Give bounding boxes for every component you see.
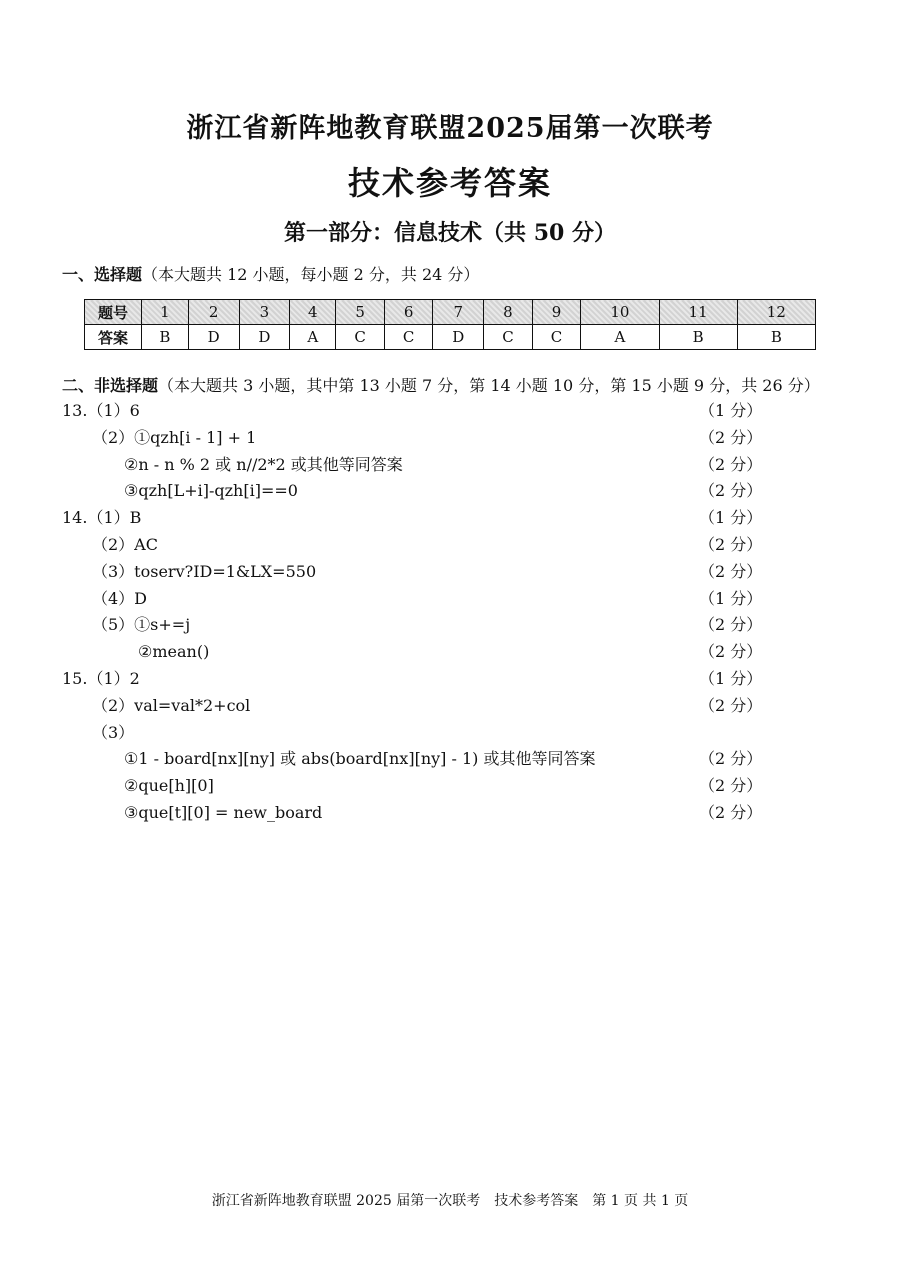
answer-score: （1 分）	[699, 668, 763, 688]
answer-cell: D	[433, 325, 484, 350]
answer-line	[62, 746, 762, 773]
answer-line	[62, 586, 762, 613]
answer-text: ②mean()	[138, 642, 210, 662]
answer-score: （2 分）	[699, 615, 763, 635]
answer-cell: B	[659, 325, 737, 350]
question-number: 4	[290, 300, 336, 325]
answer-line	[62, 532, 762, 559]
answer-row	[85, 325, 816, 350]
question-number: 10	[581, 300, 659, 325]
answer-cell: D	[188, 325, 239, 350]
answer-line	[62, 639, 762, 666]
answer-cell: C	[484, 325, 533, 350]
answer-cell: D	[239, 325, 290, 350]
answer-line	[62, 666, 762, 693]
question-number: 8	[484, 300, 533, 325]
answer-text: （3）toserv?ID=1&LX=550	[92, 561, 317, 581]
answer-text: 13.（1）6	[62, 401, 140, 420]
row-label-number: 题号	[85, 300, 142, 325]
answer-score: （2 分）	[699, 427, 763, 447]
section2-note: （本大题共 3 小题，其中第 13 小题 7 分，第 14 小题 10 分，第 15 小题 9 分，共 26 分）	[158, 376, 820, 395]
answer-score: （1 分）	[699, 508, 763, 528]
part-heading: 第一部分：信息技术（共 50 分）	[284, 220, 616, 246]
section1-title: 一、选择题	[62, 265, 143, 284]
answer-text: （3）	[92, 722, 135, 742]
question-number: 2	[188, 300, 239, 325]
answer-line	[62, 693, 762, 720]
section1-heading	[62, 262, 479, 285]
page-footer: 浙江省新阵地教育联盟 2025 届第一次联考 技术参考答案 第 1 页 共 1 页	[211, 1193, 689, 1209]
answer-text: ①1 - board[nx][ny] 或 abs(board[nx][ny] - 1) 或其他等同答案	[124, 749, 596, 769]
answer-text: ③que[t][0] = new_board	[124, 802, 323, 822]
question-number: 3	[239, 300, 290, 325]
answer-line	[62, 800, 762, 827]
answer-cell: B	[142, 325, 189, 350]
question-number: 5	[336, 300, 385, 325]
section2-heading	[62, 373, 820, 396]
answer-text: ②n - n % 2 或 n//2*2 或其他等同答案	[124, 454, 403, 474]
question-number-row	[85, 300, 816, 325]
answer-line	[62, 452, 762, 479]
answer-score: （1 分）	[699, 588, 763, 608]
question-number: 1	[142, 300, 189, 325]
answer-text: ②que[h][0]	[124, 776, 214, 796]
answer-cell: C	[532, 325, 581, 350]
answer-text: 15.（1）2	[62, 668, 140, 688]
answer-line	[62, 425, 762, 452]
answer-score: （2 分）	[699, 534, 763, 554]
answer-score: （2 分）	[699, 642, 763, 662]
answer-line	[62, 398, 762, 425]
answer-line	[62, 773, 762, 800]
answer-score: （2 分）	[699, 561, 763, 581]
answer-score: （2 分）	[699, 454, 763, 474]
answer-score: （2 分）	[699, 802, 763, 822]
document-subtitle: 技术参考答案	[347, 164, 552, 202]
answer-text: 14.（1）B	[62, 508, 142, 528]
answer-score: （1 分）	[699, 401, 763, 420]
answer-score: （2 分）	[699, 481, 763, 501]
question-number: 12	[737, 300, 815, 325]
answer-cell: A	[581, 325, 659, 350]
question-number: 11	[659, 300, 737, 325]
exam-title: 浙江省新阵地教育联盟2025届第一次联考	[186, 113, 714, 144]
answer-line	[62, 559, 762, 586]
answer-text: （2）val=val*2+col	[92, 695, 251, 715]
question-number: 9	[532, 300, 581, 325]
answer-line	[62, 612, 762, 639]
answer-text: （5）①s+=j	[92, 615, 191, 635]
answer-cell: C	[336, 325, 385, 350]
answer-score: （2 分）	[699, 695, 763, 715]
answer-line	[62, 505, 762, 532]
answer-line	[62, 478, 762, 505]
answer-line	[62, 720, 762, 747]
answer-text: ③qzh[L+i]-qzh[i]==0	[124, 481, 298, 501]
answer-text: （2）AC	[92, 534, 158, 554]
question-number: 6	[384, 300, 433, 325]
answer-cell: C	[384, 325, 433, 350]
question-number: 7	[433, 300, 484, 325]
answer-lines	[62, 398, 762, 827]
answer-cell: B	[737, 325, 815, 350]
row-label-answer: 答案	[85, 325, 142, 350]
answer-score: （2 分）	[699, 776, 763, 796]
section1-note: （本大题共 12 小题，每小题 2 分，共 24 分）	[142, 265, 480, 284]
section2-title: 二、非选择题	[62, 376, 159, 395]
answer-score: （2 分）	[699, 749, 763, 769]
answer-text: （4）D	[92, 588, 148, 608]
answer-text: （2）①qzh[i - 1] + 1	[92, 427, 257, 447]
answer-cell: A	[290, 325, 336, 350]
multiple-choice-answer-table	[84, 299, 816, 350]
